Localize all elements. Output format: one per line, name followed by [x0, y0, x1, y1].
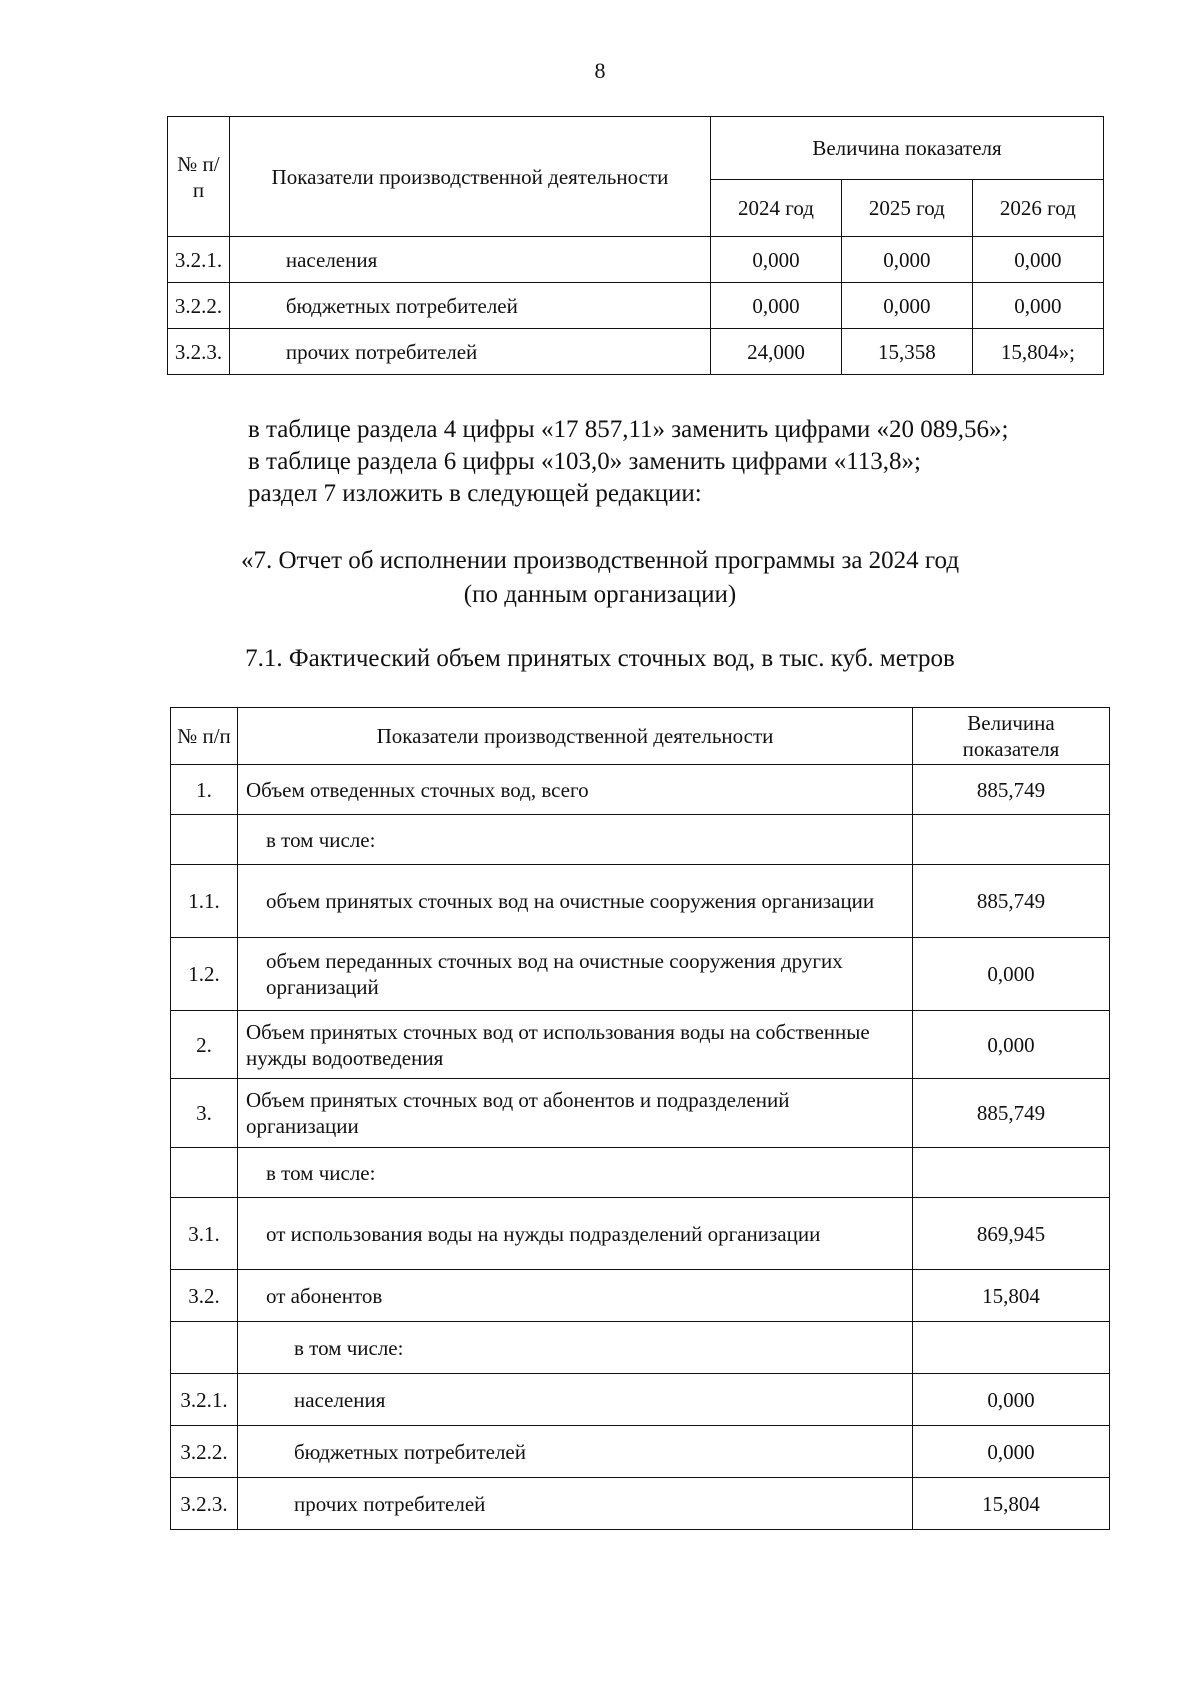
row-num: 3.2.3. [168, 329, 230, 375]
section-heading-line2: (по данным организации) [463, 581, 737, 608]
row-num: 3.1. [171, 1198, 238, 1270]
row-name: прочих потребителей [238, 1478, 913, 1530]
row-value: 0,000 [913, 1374, 1110, 1426]
row-num [171, 1148, 238, 1198]
subsection-heading: 7.1. Фактический объем принятых сточных вод, в тыс. куб. метров [245, 645, 955, 672]
row-num: 1. [171, 765, 238, 815]
row-value: 0,000 [972, 283, 1103, 329]
row-value: 0,000 [972, 237, 1103, 283]
table-row [171, 865, 1110, 938]
table-row [171, 1374, 1110, 1426]
row-name: населения [229, 237, 710, 283]
row-name: от абонентов [238, 1270, 913, 1322]
row-value: 15,358 [841, 329, 972, 375]
row-name: в том числе: [238, 815, 913, 865]
header-num: № п/п [168, 117, 230, 237]
row-name: населения [238, 1374, 913, 1426]
wastewater-volume-table [170, 707, 1110, 1530]
table-row [171, 1478, 1110, 1530]
row-value: 0,000 [913, 1011, 1110, 1079]
row-value [913, 1148, 1110, 1198]
row-value: 869,945 [913, 1198, 1110, 1270]
paragraph-section-4: в таблице раздела 4 цифры «17 857,11» заменить цифрами «20 089,56»; [248, 416, 1009, 443]
row-num: 3.2.2. [171, 1426, 238, 1478]
header-value: Величина показателя [913, 708, 1110, 765]
row-name: в том числе: [238, 1148, 913, 1198]
row-value: 885,749 [913, 765, 1110, 815]
row-name: объем переданных сточных вод на очистные сооружения других организаций [238, 938, 913, 1011]
row-value: 0,000 [841, 237, 972, 283]
row-value [913, 815, 1110, 865]
row-value: 0,000 [711, 283, 842, 329]
header-year: 2024 год [711, 180, 842, 237]
paragraph-section-6: в таблице раздела 6 цифры «103,0» заменить цифрами «113,8»; [248, 448, 921, 475]
indicators-table-continuation [167, 116, 1104, 375]
table-row [171, 1270, 1110, 1322]
row-value: 0,000 [841, 283, 972, 329]
row-value: 24,000 [711, 329, 842, 375]
table-row [171, 1011, 1110, 1079]
row-name: Объем принятых сточных вод от абонентов и подразделений организации [238, 1079, 913, 1148]
row-num: 3.2. [171, 1270, 238, 1322]
section-heading-line1: «7. Отчет об исполнении производственной программы за 2024 год [240, 547, 960, 574]
header-value-group: Величина показателя [711, 117, 1104, 180]
row-name: Объем отведенных сточных вод, всего [238, 765, 913, 815]
header-year: 2026 год [972, 180, 1103, 237]
row-name: бюджетных потребителей [238, 1426, 913, 1478]
row-name: объем принятых сточных вод на очистные сооружения организации [238, 865, 913, 938]
table-row [168, 329, 1104, 375]
row-value [913, 1322, 1110, 1374]
row-name: в том числе: [238, 1322, 913, 1374]
header-indicator: Показатели производственной деятельности [238, 708, 913, 765]
header-indicator: Показатели производственной деятельности [229, 117, 710, 237]
row-name: прочих потребителей [229, 329, 710, 375]
row-value: 0,000 [913, 1426, 1110, 1478]
row-name: бюджетных потребителей [229, 283, 710, 329]
row-num: 3.2.1. [168, 237, 230, 283]
row-value: 15,804 [913, 1478, 1110, 1530]
row-num: 3.2.1. [171, 1374, 238, 1426]
row-num [171, 815, 238, 865]
row-num [171, 1322, 238, 1374]
row-num: 3.2.2. [168, 283, 230, 329]
table-row [171, 1322, 1110, 1374]
row-name: Объем принятых сточных вод от использования воды на собственные нужды водоотведения [238, 1011, 913, 1079]
row-value: 885,749 [913, 865, 1110, 938]
row-num: 3.2.3. [171, 1478, 238, 1530]
row-num: 2. [171, 1011, 238, 1079]
paragraph-section-7: раздел 7 изложить в следующей редакции: [248, 480, 702, 507]
row-num: 1.1. [171, 865, 238, 938]
row-value: 885,749 [913, 1079, 1110, 1148]
table-row [171, 938, 1110, 1011]
page-number: 8 [594, 58, 606, 83]
table-row [171, 1198, 1110, 1270]
table-row [168, 237, 1104, 283]
table-row [171, 1426, 1110, 1478]
row-name: от использования воды на нужды подразделений организации [238, 1198, 913, 1270]
row-value: 0,000 [711, 237, 842, 283]
header-num: № п/п [171, 708, 238, 765]
row-value: 15,804»; [972, 329, 1103, 375]
row-value: 0,000 [913, 938, 1110, 1011]
row-num: 3. [171, 1079, 238, 1148]
header-year: 2025 год [841, 180, 972, 237]
table-row [171, 815, 1110, 865]
table-row [168, 283, 1104, 329]
table-row [171, 1079, 1110, 1148]
table-row [171, 765, 1110, 815]
table-row [171, 1148, 1110, 1198]
row-num: 1.2. [171, 938, 238, 1011]
row-value: 15,804 [913, 1270, 1110, 1322]
